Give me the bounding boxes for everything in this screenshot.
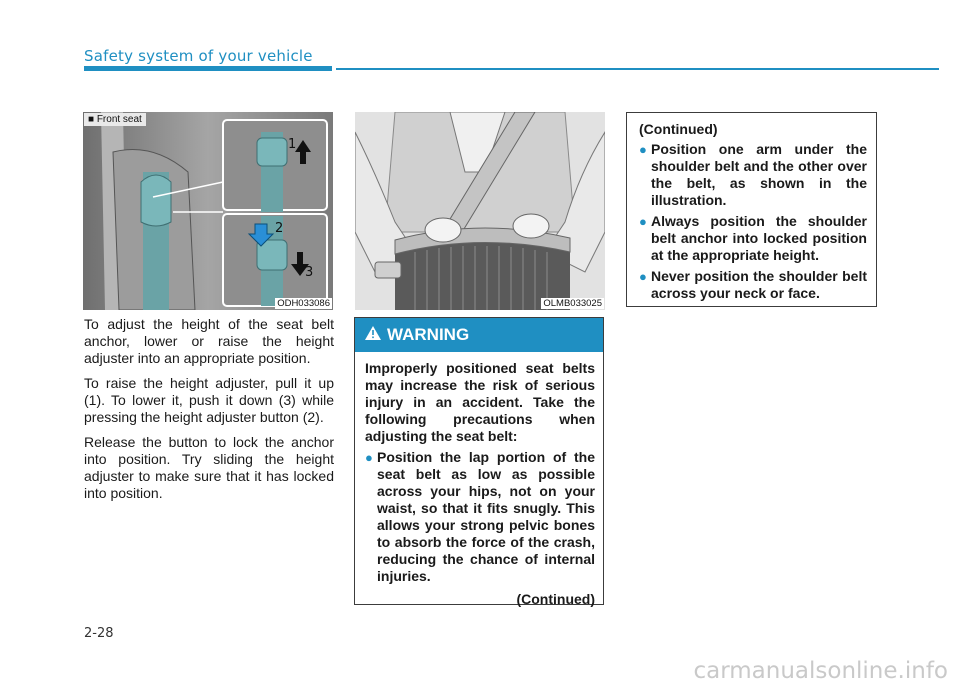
continued-bullet-text: Always position the shoulder belt anchor into locked position at the appropriate height. — [651, 213, 867, 263]
figure-code: ODH033086 — [277, 298, 330, 309]
watermark: carmanualsonline.info — [693, 658, 948, 684]
bullet-icon: ● — [639, 214, 647, 229]
body-text — [84, 316, 334, 510]
callout-2: 2 — [275, 221, 284, 236]
warning-bullet — [365, 449, 595, 585]
warning-header — [355, 318, 603, 352]
continued-bullet-text: Position one arm under the shoulder belt and the other over the belt, as shown in the illustration. — [651, 141, 867, 208]
continued-bullet — [639, 141, 867, 209]
continued-bullet — [639, 213, 867, 264]
section-title: Safety system of your vehicle — [84, 47, 313, 65]
figure-lap-belt — [355, 112, 605, 310]
warning-box — [354, 317, 604, 605]
bullet-icon: ● — [365, 450, 373, 465]
figure-height-adjuster — [83, 112, 333, 310]
warning-body — [355, 352, 603, 608]
paragraph-raise-lower: To raise the height adjuster, pull it up (1). To lower it, push it down (3) while pressing the height adjuster button (2). — [84, 375, 334, 425]
warning-continued: (Continued) — [516, 591, 595, 607]
continued-box — [626, 112, 877, 307]
continued-bullet — [639, 268, 867, 302]
continued-heading: (Continued) — [639, 121, 718, 137]
warning-title: WARNING — [387, 325, 470, 344]
warning-icon — [365, 325, 381, 345]
figure-tag: ■ Front seat — [84, 113, 146, 126]
paragraph-release-button: Release the button to lock the anchor into position. Try sliding the height adjuster to make sure that it has locked into position. — [84, 434, 334, 501]
continued-bullet-text: Never position the shoulder belt across your neck or face. — [651, 268, 867, 301]
header-rule-thick — [84, 66, 332, 71]
callout-3: 3 — [305, 265, 314, 280]
page-number: 2-28 — [84, 626, 114, 641]
figure-code: OLMB033025 — [543, 298, 602, 309]
header-rule-thin — [336, 68, 939, 70]
bullet-icon: ● — [639, 269, 647, 284]
height-adjuster-illustration — [83, 112, 333, 310]
paragraph-adjust-height: To adjust the height of the seat belt anchor, lower or raise the height adjuster into an appropriate position. — [84, 316, 334, 366]
callout-1: 1 — [288, 137, 297, 152]
bullet-icon: ● — [639, 142, 647, 157]
warning-bullet-text: Position the lap portion of the seat belt as low as possible across your hips, not on your waist, so that it fits snugly. This allows your strong pelvic bones to absorb the force of the crash, reducing the chance of internal injuries. — [377, 449, 595, 584]
lap-belt-illustration — [355, 112, 605, 310]
warning-intro: Improperly positioned seat belts may increase the risk of serious injury in an accident. Take the following precautions when adjusting the seat belt: — [365, 360, 595, 444]
